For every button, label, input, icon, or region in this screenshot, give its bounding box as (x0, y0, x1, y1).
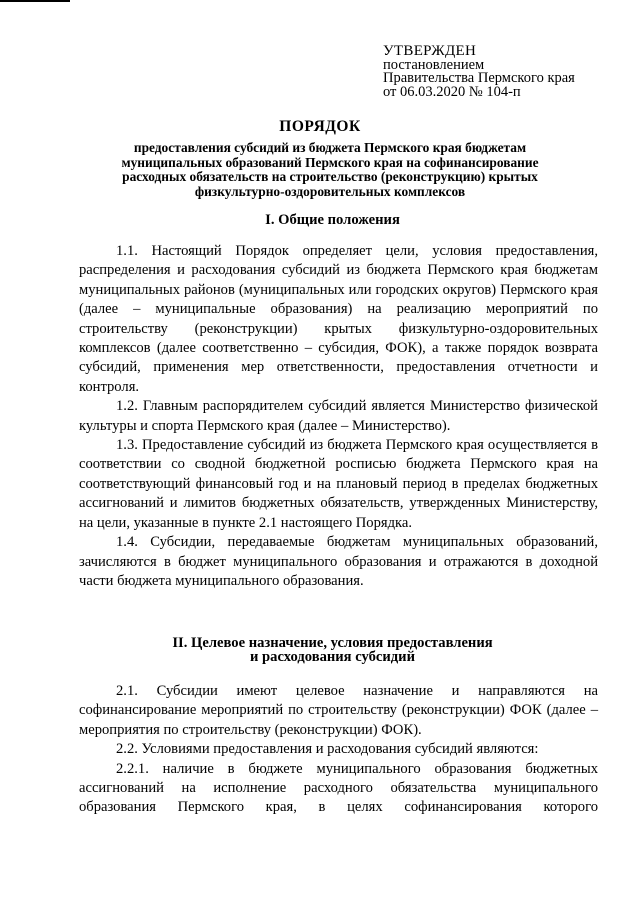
document-body (79, 242, 598, 591)
document-body-section-2 (79, 682, 598, 818)
paragraph-2-1: 2.1. Субсидии имеют целевое назначение и направляются на софинансирование мероприятий по строительству (реконструкции) ФОК (далее – мероприятия по строительству (реконструкции) ФОК). (79, 683, 598, 738)
approval-title: УТВЕРЖДЕН (383, 43, 477, 59)
section-2-heading (60, 636, 605, 664)
section-2-heading-line: II. Целевое назначение, условия предоставления (172, 635, 493, 651)
paragraph-1-2: 1.2. Главным распорядителем субсидий является Министерство физической культуры и спорта Пермского края (далее – Министерство). (79, 398, 598, 434)
approval-stamp (383, 45, 633, 99)
section-1-heading: I. Общие положения (265, 212, 400, 228)
document-subtitle: предоставления субсидий из бюджета Пермского края бюджетам муниципальных образований Пермского края на софинансирование расходных обязательств на строительство (реконструкцию) крытых физкультурно-оздоровительных комплексов (121, 140, 539, 199)
paragraph-2-2: 2.2. Условиями предоставления и расходования субсидий являются: (116, 741, 539, 758)
document-title: ПОРЯДОК (279, 118, 361, 135)
section-2-heading-line: и расходования субсидий (250, 649, 415, 665)
approval-line: от 06.03.2020 № 104-п (383, 83, 521, 100)
paragraph-1-1: 1.1. Настоящий Порядок определяет цели, условия предоставления, распределения и расходования субсидий из бюджета Пермского края бюджетам муниципальных районов (муниципальных или городских округов) Пермского края (далее – муниципальные образования) на реализацию мероприятий по строительству (реконструкции) крытых физкультурно-оздоровительных комплексов (далее соответственно – субсидия, ФОК), а также порядок возврата субсидий, применения мер ответственности, предоставления отчетности и контроля. (79, 243, 598, 395)
approval-line: постановлением (383, 56, 485, 73)
approval-line: Правительства Пермского края (383, 70, 575, 86)
paragraph-1-4: 1.4. Субсидии, передаваемые бюджетам муниципальных образований, зачисляются в бюджет муниципального образования и отражаются в доходной части бюджета муниципального образования. (79, 534, 598, 589)
paragraph-2-2-1: 2.2.1. наличие в бюджете муниципального образования бюджетных ассигнований на исполнение расходного обязательства муниципального образования Пермского края, в целях софинансирования которого (79, 760, 598, 816)
top-rule (0, 0, 70, 2)
paragraph-1-3: 1.3. Предоставление субсидий из бюджета Пермского края осуществляется в соответствии со сводной бюджетной росписью бюджета Пермского края на соответствующий финансовый год и на плановый период в пределах бюджетных ассигнований и лимитов бюджетных обязательств, утвержденных Министерству, на цели, указанные в пункте 2.1 настоящего Порядка. (79, 437, 598, 531)
